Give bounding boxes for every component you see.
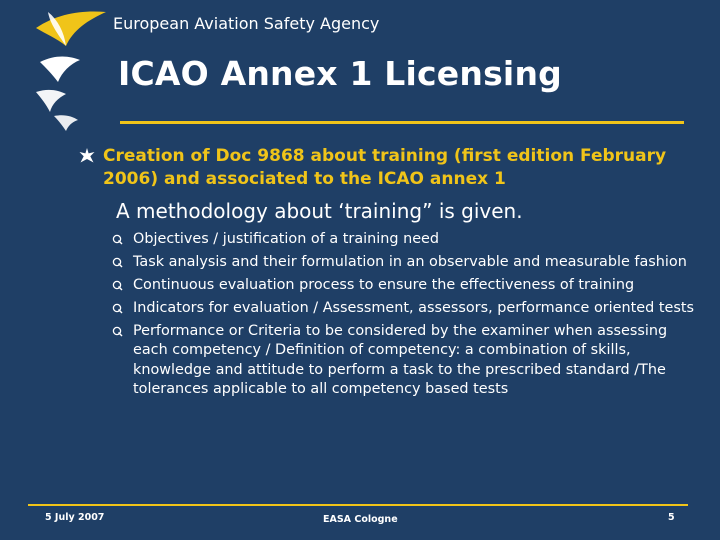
q-arrow-bullet-icon [112,257,123,268]
star-bullet-icon [78,147,96,165]
sub-heading: A methodology about ‘training” is given. [116,199,523,223]
bullet-list [112,230,702,403]
q-arrow-bullet-icon [112,234,123,245]
slide-title: ICAO Annex 1 Licensing [118,54,562,93]
footer-date: 5 July 2007 [45,512,105,523]
list-item [112,230,702,249]
agency-name: European Aviation Safety Agency [113,14,380,33]
list-item-text: Performance or Criteria to be considered by the examiner when assessing each competency / Definition of competency: a combination of skills, knowledge and attitude to perform a task to the prescribed standard /The tolerances applicable to all competency based tests [133,323,668,398]
list-item-text: Objectives / justification of a training need [133,231,440,247]
footer-location: EASA Cologne [323,514,398,525]
list-item [112,253,702,272]
q-arrow-bullet-icon [112,326,123,337]
list-item-text: Indicators for evaluation / Assessment, assessors, performance oriented tests [133,300,694,316]
footer-divider [28,504,688,506]
list-item [112,276,702,295]
q-arrow-bullet-icon [112,280,123,291]
easa-logo-icon [28,8,108,133]
list-item-text: Continuous evaluation process to ensure the effectiveness of training [133,277,635,293]
list-item [112,299,702,318]
page-number: 5 [668,512,675,523]
q-arrow-bullet-icon [112,303,123,314]
list-item-text: Task analysis and their formulation in an observable and measurable fashion [133,254,687,270]
title-underline [120,121,684,124]
main-bullet-text: Creation of Doc 9868 about training (first edition February 2006) and associated to the ICAO annex 1 [103,146,667,189]
list-item [112,322,702,400]
